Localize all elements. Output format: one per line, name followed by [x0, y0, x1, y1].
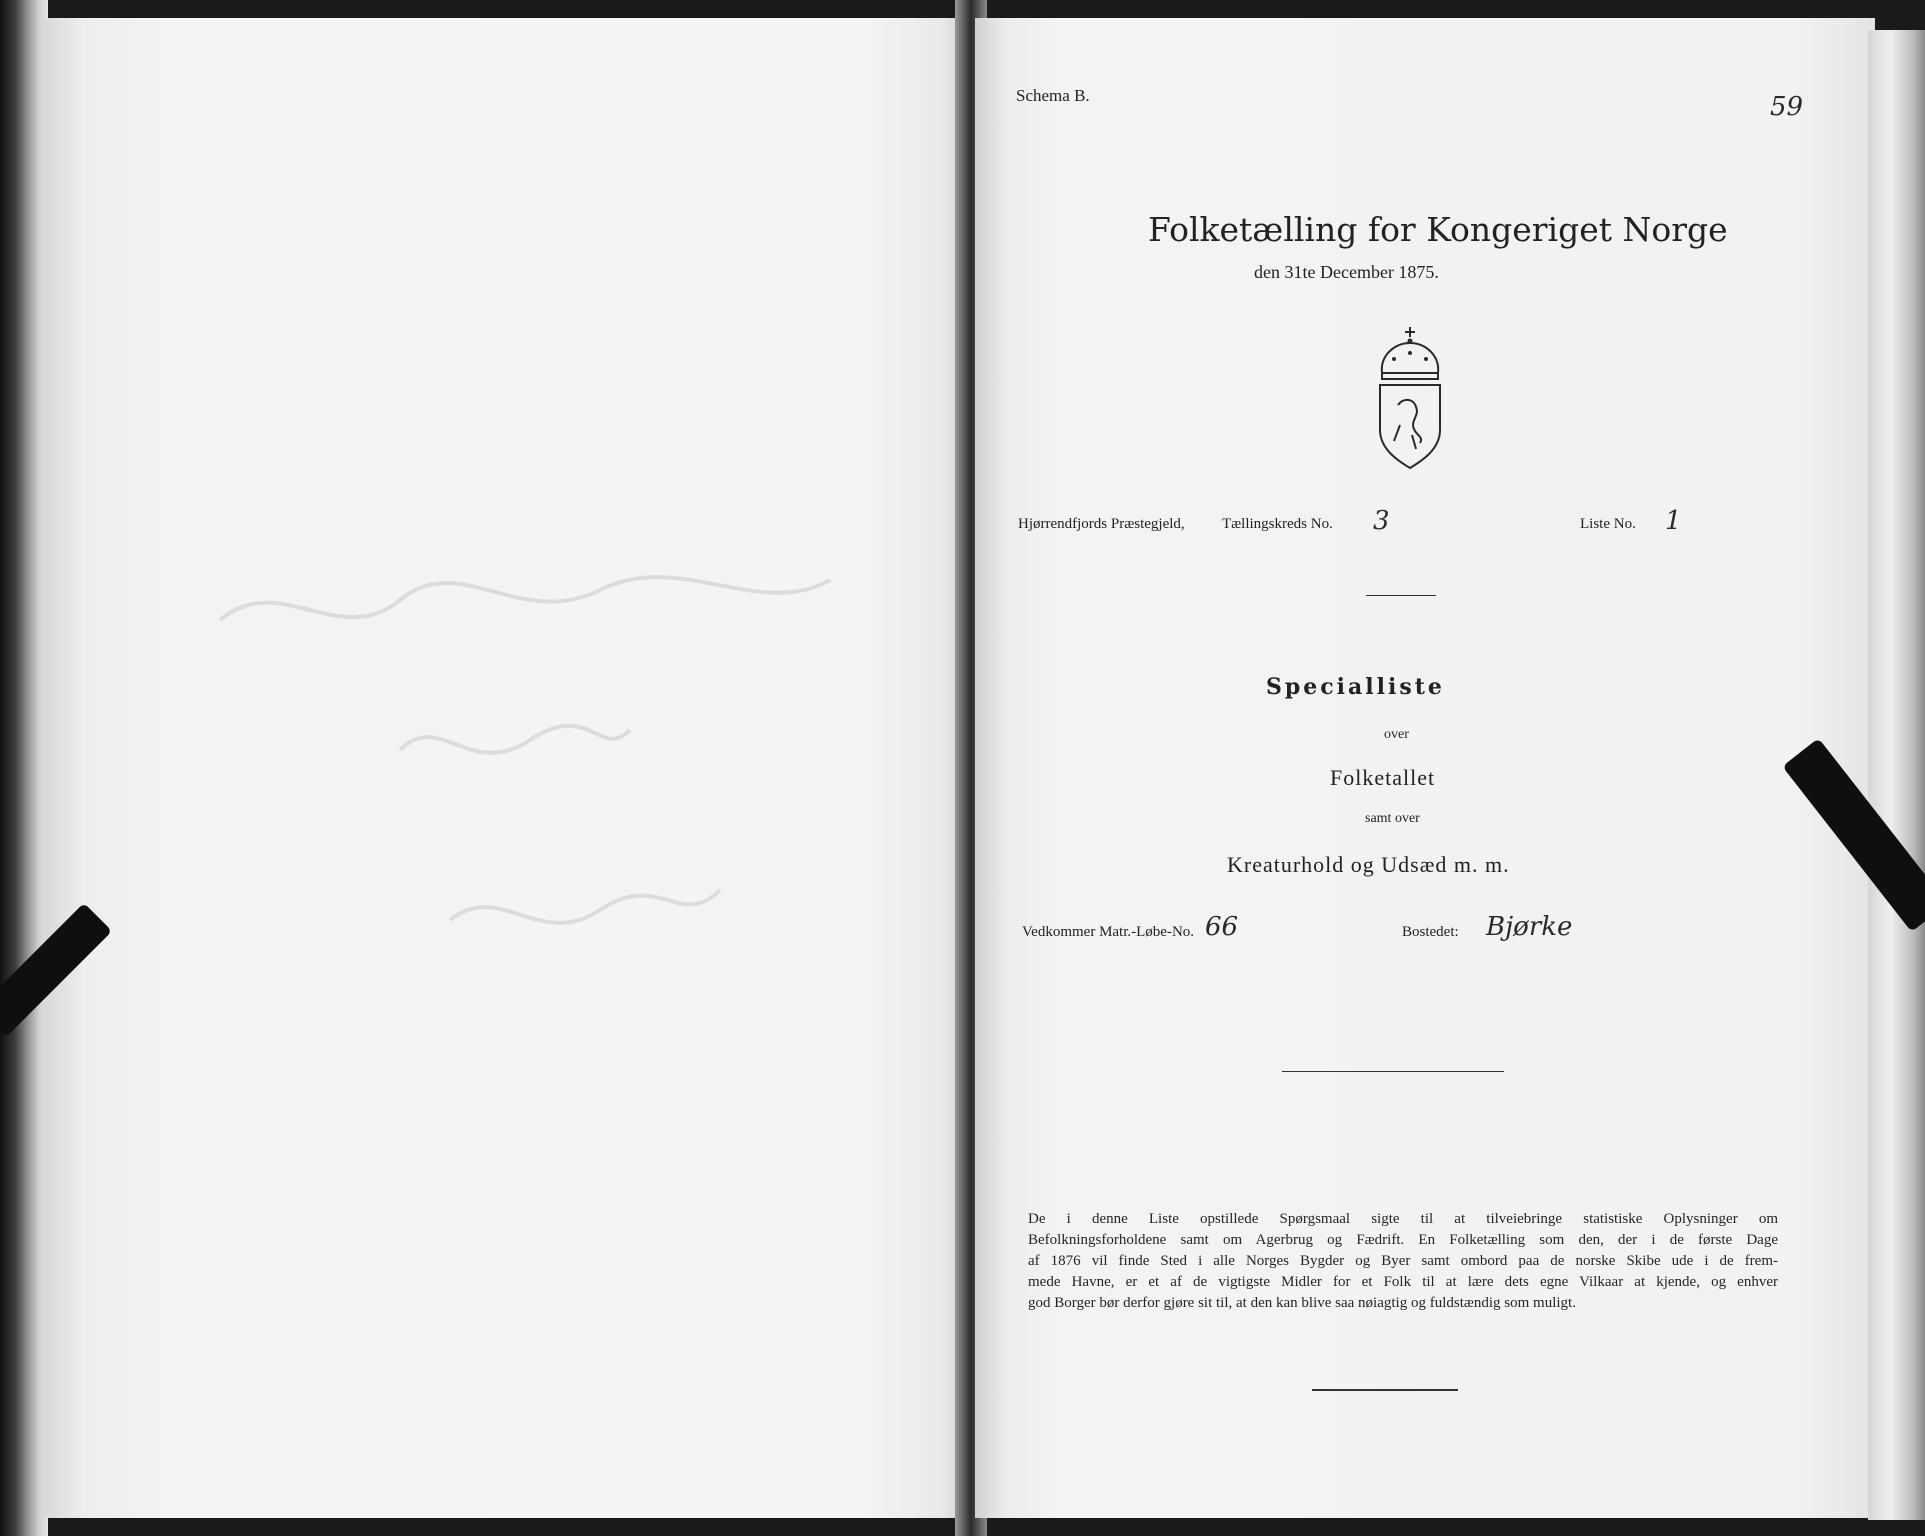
footer-line: god Borger bør derfor gjøre sit til, at den kan blive saa nøiagtig og fuldstændig som muligt. — [1028, 1295, 1576, 1311]
bosted-value: Bjørke — [1486, 912, 1573, 942]
divider-rule — [1366, 595, 1436, 596]
liste-label: Liste No. — [1580, 516, 1636, 532]
page-number: 59 — [1770, 92, 1804, 122]
over-label-1: over — [1384, 727, 1409, 742]
subject-folketallet: Folketallet — [1330, 765, 1436, 790]
closing-rule — [1312, 1389, 1458, 1391]
bleed-through-marks — [200, 560, 850, 980]
page-subtitle: den 31te December 1875. — [1254, 262, 1439, 282]
footer-line: De i denne Liste opstillede Spørgsmaal sigte til at tilveiebringe statistiske Oplysninger om — [1028, 1211, 1778, 1227]
footer-paragraph — [1028, 1209, 1778, 1314]
liste-value: 1 — [1665, 506, 1682, 536]
footer-line: Befolkningsforholdene samt om Agerbrug og Fædrift. En Folketælling som den, der i de første Dage — [1028, 1232, 1778, 1248]
kreds-value: 3 — [1373, 506, 1390, 536]
right-page-edge — [1868, 30, 1925, 1520]
schema-label: Schema B. — [1016, 86, 1090, 105]
subject-kreaturhold: Kreaturhold og Udsæd m. m. — [1227, 852, 1510, 877]
page-title: Folketælling for Kongeriget Norge — [1148, 210, 1728, 249]
section-heading: Specialliste — [1266, 674, 1445, 700]
footer-line: af 1876 vil finde Sted i alle Norges Bygder og Byer samt ombord paa de norske Skibe ude i de frem- — [1028, 1253, 1778, 1269]
parish-label: Hjørrendfjords Præstegjeld, — [1018, 516, 1185, 532]
coat-of-arms-icon — [1370, 325, 1450, 470]
matr-value: 66 — [1205, 912, 1239, 942]
left-page-edge — [0, 0, 48, 1536]
kreds-label: Tællingskreds No. — [1222, 516, 1333, 532]
over-label-2: samt over — [1365, 811, 1420, 826]
bosted-label: Bostedet: — [1402, 924, 1459, 940]
divider-rule-2 — [1282, 1071, 1504, 1072]
matr-label: Vedkommer Matr.-Løbe-No. — [1022, 924, 1195, 940]
footer-line: mede Havne, er et af de vigtigste Midler for et Folk til at lære dets egne Vilkaar at kjende, og enhver — [1028, 1274, 1778, 1290]
